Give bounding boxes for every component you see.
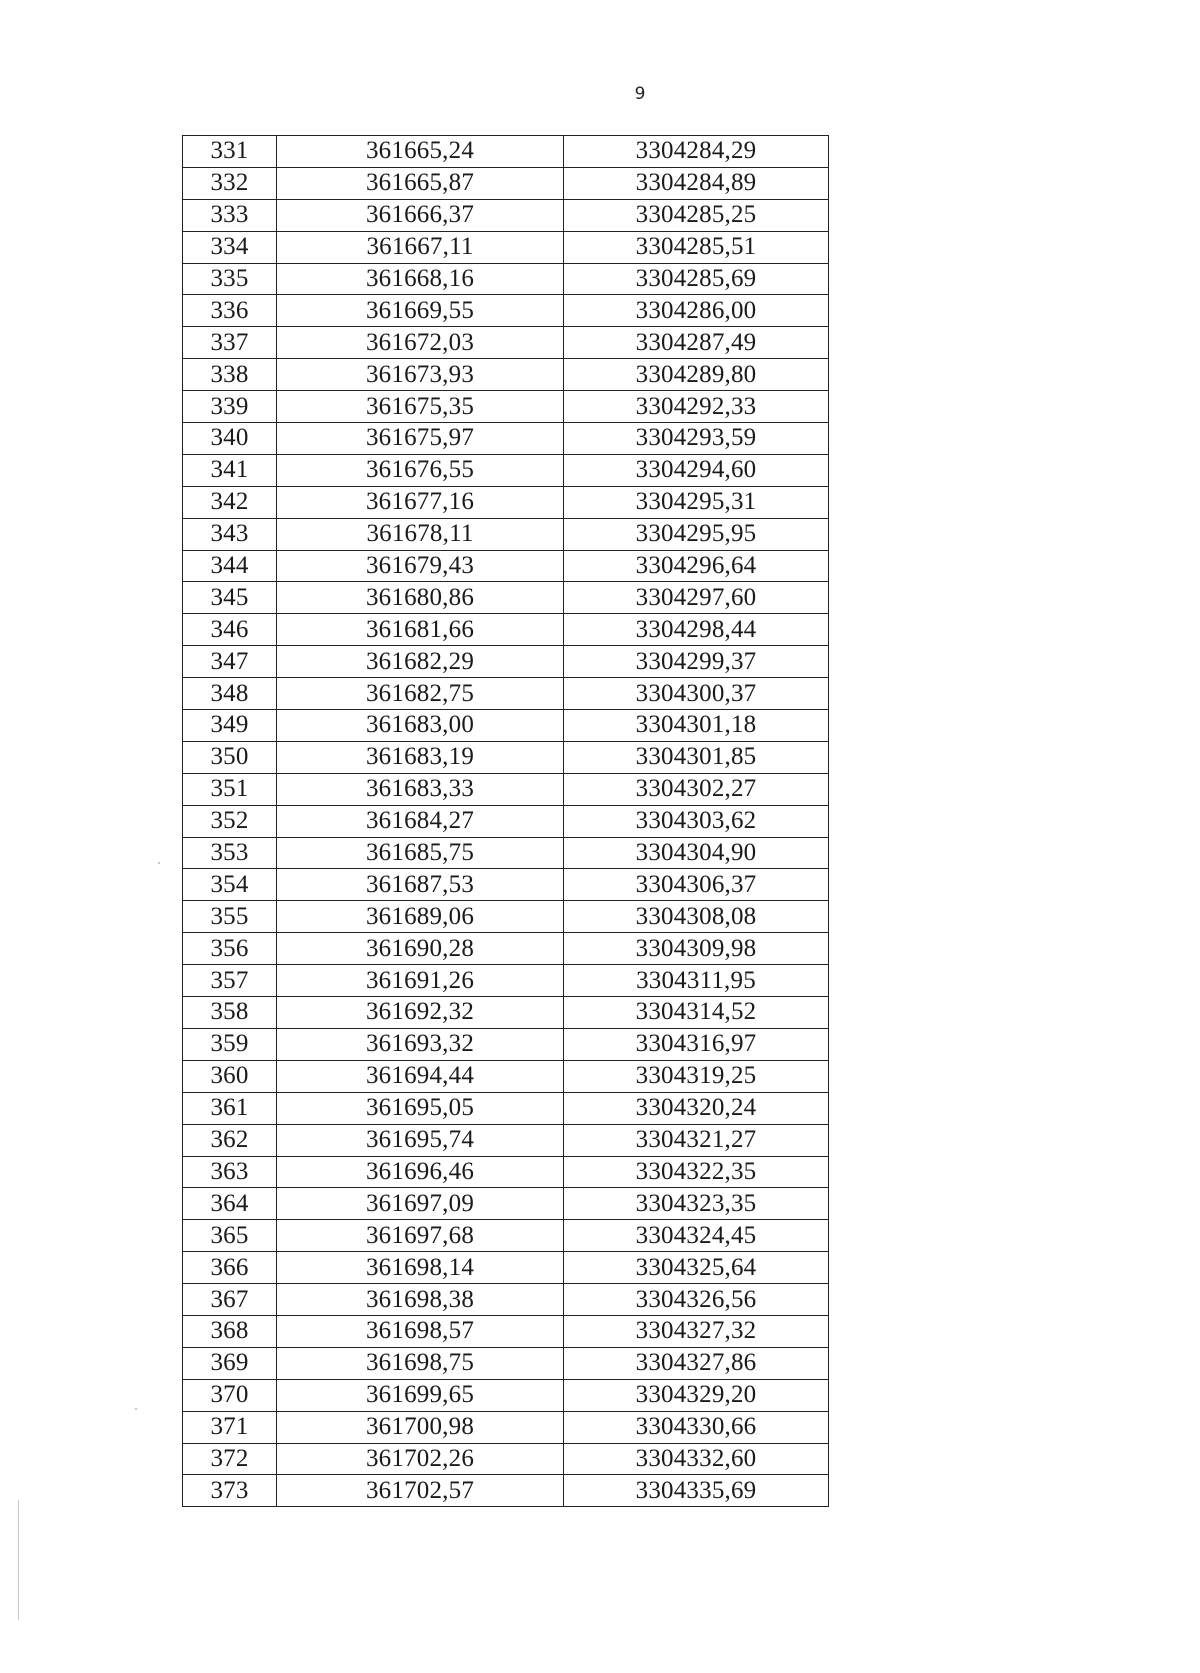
- point-number-cell: 367: [183, 1284, 277, 1316]
- table-row: [183, 454, 829, 486]
- x-coordinate-cell: 361675,35: [277, 391, 564, 423]
- point-number-cell: 364: [183, 1188, 277, 1220]
- x-coordinate-cell: 361681,66: [277, 614, 564, 646]
- point-number-cell: 354: [183, 869, 277, 901]
- x-coordinate-cell: 361679,43: [277, 550, 564, 582]
- point-number-cell: 350: [183, 741, 277, 773]
- point-number-cell: 346: [183, 614, 277, 646]
- y-coordinate-cell: 3304332,60: [564, 1443, 829, 1475]
- table-row: [183, 901, 829, 933]
- y-coordinate-cell: 3304302,27: [564, 773, 829, 805]
- y-coordinate-cell: 3304285,25: [564, 199, 829, 231]
- point-number-cell: 338: [183, 359, 277, 391]
- table-row: [183, 1475, 829, 1507]
- x-coordinate-cell: 361683,33: [277, 773, 564, 805]
- table-row: [183, 359, 829, 391]
- point-number-cell: 334: [183, 231, 277, 263]
- x-coordinate-cell: 361690,28: [277, 933, 564, 965]
- x-coordinate-cell: 361698,75: [277, 1347, 564, 1379]
- x-coordinate-cell: 361676,55: [277, 454, 564, 486]
- table-row: [183, 1124, 829, 1156]
- coordinates-table-body: [183, 136, 829, 1507]
- x-coordinate-cell: 361691,26: [277, 965, 564, 997]
- y-coordinate-cell: 3304316,97: [564, 1028, 829, 1060]
- point-number-cell: 359: [183, 1028, 277, 1060]
- y-coordinate-cell: 3304329,20: [564, 1379, 829, 1411]
- point-number-cell: 373: [183, 1475, 277, 1507]
- point-number-cell: 371: [183, 1411, 277, 1443]
- x-coordinate-cell: 361693,32: [277, 1028, 564, 1060]
- table-row: [183, 1060, 829, 1092]
- scan-mark: [158, 862, 160, 864]
- y-coordinate-cell: 3304319,25: [564, 1060, 829, 1092]
- x-coordinate-cell: 361668,16: [277, 263, 564, 295]
- table-row: [183, 837, 829, 869]
- x-coordinate-cell: 361682,75: [277, 678, 564, 710]
- point-number-cell: 369: [183, 1347, 277, 1379]
- point-number-cell: 344: [183, 550, 277, 582]
- y-coordinate-cell: 3304301,85: [564, 741, 829, 773]
- y-coordinate-cell: 3304284,29: [564, 136, 829, 168]
- point-number-cell: 337: [183, 327, 277, 359]
- point-number-cell: 349: [183, 710, 277, 742]
- table-row: [183, 295, 829, 327]
- y-coordinate-cell: 3304286,00: [564, 295, 829, 327]
- table-row: [183, 805, 829, 837]
- y-coordinate-cell: 3304327,86: [564, 1347, 829, 1379]
- y-coordinate-cell: 3304314,52: [564, 997, 829, 1029]
- y-coordinate-cell: 3304308,08: [564, 901, 829, 933]
- point-number-cell: 372: [183, 1443, 277, 1475]
- x-coordinate-cell: 361665,87: [277, 167, 564, 199]
- table-row: [183, 167, 829, 199]
- table-row: [183, 1156, 829, 1188]
- x-coordinate-cell: 361697,68: [277, 1220, 564, 1252]
- y-coordinate-cell: 3304287,49: [564, 327, 829, 359]
- x-coordinate-cell: 361666,37: [277, 199, 564, 231]
- y-coordinate-cell: 3304335,69: [564, 1475, 829, 1507]
- x-coordinate-cell: 361689,06: [277, 901, 564, 933]
- y-coordinate-cell: 3304322,35: [564, 1156, 829, 1188]
- y-coordinate-cell: 3304326,56: [564, 1284, 829, 1316]
- y-coordinate-cell: 3304295,31: [564, 486, 829, 518]
- y-coordinate-cell: 3304284,89: [564, 167, 829, 199]
- point-number-cell: 362: [183, 1124, 277, 1156]
- x-coordinate-cell: 361698,57: [277, 1315, 564, 1347]
- x-coordinate-cell: 361672,03: [277, 327, 564, 359]
- table-row: [183, 933, 829, 965]
- table-row: [183, 1411, 829, 1443]
- point-number-cell: 370: [183, 1379, 277, 1411]
- table-row: [183, 1252, 829, 1284]
- x-coordinate-cell: 361683,00: [277, 710, 564, 742]
- table-row: [183, 391, 829, 423]
- point-number-cell: 345: [183, 582, 277, 614]
- point-number-cell: 336: [183, 295, 277, 327]
- y-coordinate-cell: 3304298,44: [564, 614, 829, 646]
- point-number-cell: 341: [183, 454, 277, 486]
- y-coordinate-cell: 3304285,69: [564, 263, 829, 295]
- point-number-cell: 343: [183, 518, 277, 550]
- point-number-cell: 358: [183, 997, 277, 1029]
- y-coordinate-cell: 3304297,60: [564, 582, 829, 614]
- x-coordinate-cell: 361680,86: [277, 582, 564, 614]
- point-number-cell: 339: [183, 391, 277, 423]
- point-number-cell: 351: [183, 773, 277, 805]
- y-coordinate-cell: 3304294,60: [564, 454, 829, 486]
- y-coordinate-cell: 3304299,37: [564, 646, 829, 678]
- table-row: [183, 741, 829, 773]
- x-coordinate-cell: 361667,11: [277, 231, 564, 263]
- point-number-cell: 335: [183, 263, 277, 295]
- point-number-cell: 363: [183, 1156, 277, 1188]
- y-coordinate-cell: 3304325,64: [564, 1252, 829, 1284]
- table-row: [183, 1188, 829, 1220]
- table-row: [183, 1220, 829, 1252]
- x-coordinate-cell: 361685,75: [277, 837, 564, 869]
- table-row: [183, 965, 829, 997]
- y-coordinate-cell: 3304306,37: [564, 869, 829, 901]
- x-coordinate-cell: 361675,97: [277, 423, 564, 455]
- y-coordinate-cell: 3304295,95: [564, 518, 829, 550]
- point-number-cell: 342: [183, 486, 277, 518]
- x-coordinate-cell: 361665,24: [277, 136, 564, 168]
- point-number-cell: 332: [183, 167, 277, 199]
- coordinates-table: [182, 135, 829, 1507]
- table-row: [183, 1092, 829, 1124]
- y-coordinate-cell: 3304289,80: [564, 359, 829, 391]
- point-number-cell: 360: [183, 1060, 277, 1092]
- x-coordinate-cell: 361677,16: [277, 486, 564, 518]
- table-row: [183, 710, 829, 742]
- x-coordinate-cell: 361694,44: [277, 1060, 564, 1092]
- table-row: [183, 518, 829, 550]
- point-number-cell: 352: [183, 805, 277, 837]
- x-coordinate-cell: 361673,93: [277, 359, 564, 391]
- y-coordinate-cell: 3304301,18: [564, 710, 829, 742]
- x-coordinate-cell: 361699,65: [277, 1379, 564, 1411]
- y-coordinate-cell: 3304304,90: [564, 837, 829, 869]
- table-row: [183, 1379, 829, 1411]
- page-number: 9: [634, 84, 646, 104]
- point-number-cell: 355: [183, 901, 277, 933]
- y-coordinate-cell: 3304311,95: [564, 965, 829, 997]
- y-coordinate-cell: 3304321,27: [564, 1124, 829, 1156]
- x-coordinate-cell: 361678,11: [277, 518, 564, 550]
- y-coordinate-cell: 3304330,66: [564, 1411, 829, 1443]
- x-coordinate-cell: 361700,98: [277, 1411, 564, 1443]
- y-coordinate-cell: 3304296,64: [564, 550, 829, 582]
- point-number-cell: 361: [183, 1092, 277, 1124]
- table-row: [183, 327, 829, 359]
- x-coordinate-cell: 361695,74: [277, 1124, 564, 1156]
- point-number-cell: 357: [183, 965, 277, 997]
- x-coordinate-cell: 361683,19: [277, 741, 564, 773]
- x-coordinate-cell: 361687,53: [277, 869, 564, 901]
- table-row: [183, 263, 829, 295]
- x-coordinate-cell: 361702,26: [277, 1443, 564, 1475]
- y-coordinate-cell: 3304323,35: [564, 1188, 829, 1220]
- point-number-cell: 348: [183, 678, 277, 710]
- table-row: [183, 1315, 829, 1347]
- x-coordinate-cell: 361682,29: [277, 646, 564, 678]
- x-coordinate-cell: 361692,32: [277, 997, 564, 1029]
- table-row: [183, 1284, 829, 1316]
- x-coordinate-cell: 361696,46: [277, 1156, 564, 1188]
- x-coordinate-cell: 361697,09: [277, 1188, 564, 1220]
- point-number-cell: 365: [183, 1220, 277, 1252]
- table-row: [183, 869, 829, 901]
- x-coordinate-cell: 361698,14: [277, 1252, 564, 1284]
- table-row: [183, 136, 829, 168]
- table-row: [183, 486, 829, 518]
- table-row: [183, 773, 829, 805]
- x-coordinate-cell: 361684,27: [277, 805, 564, 837]
- y-coordinate-cell: 3304285,51: [564, 231, 829, 263]
- x-coordinate-cell: 361669,55: [277, 295, 564, 327]
- scan-mark: [18, 1500, 19, 1620]
- point-number-cell: 331: [183, 136, 277, 168]
- table-row: [183, 997, 829, 1029]
- table-row: [183, 1028, 829, 1060]
- point-number-cell: 366: [183, 1252, 277, 1284]
- table-row: [183, 678, 829, 710]
- y-coordinate-cell: 3304300,37: [564, 678, 829, 710]
- table-row: [183, 550, 829, 582]
- point-number-cell: 368: [183, 1315, 277, 1347]
- x-coordinate-cell: 361695,05: [277, 1092, 564, 1124]
- y-coordinate-cell: 3304320,24: [564, 1092, 829, 1124]
- table-row: [183, 199, 829, 231]
- table-row: [183, 423, 829, 455]
- y-coordinate-cell: 3304292,33: [564, 391, 829, 423]
- y-coordinate-cell: 3304327,32: [564, 1315, 829, 1347]
- y-coordinate-cell: 3304324,45: [564, 1220, 829, 1252]
- x-coordinate-cell: 361698,38: [277, 1284, 564, 1316]
- table-row: [183, 231, 829, 263]
- point-number-cell: 340: [183, 423, 277, 455]
- table-row: [183, 1347, 829, 1379]
- point-number-cell: 333: [183, 199, 277, 231]
- table-row: [183, 646, 829, 678]
- point-number-cell: 347: [183, 646, 277, 678]
- point-number-cell: 353: [183, 837, 277, 869]
- point-number-cell: 356: [183, 933, 277, 965]
- y-coordinate-cell: 3304293,59: [564, 423, 829, 455]
- table-row: [183, 614, 829, 646]
- y-coordinate-cell: 3304303,62: [564, 805, 829, 837]
- scan-mark: [135, 1408, 137, 1410]
- y-coordinate-cell: 3304309,98: [564, 933, 829, 965]
- table-row: [183, 582, 829, 614]
- table-row: [183, 1443, 829, 1475]
- x-coordinate-cell: 361702,57: [277, 1475, 564, 1507]
